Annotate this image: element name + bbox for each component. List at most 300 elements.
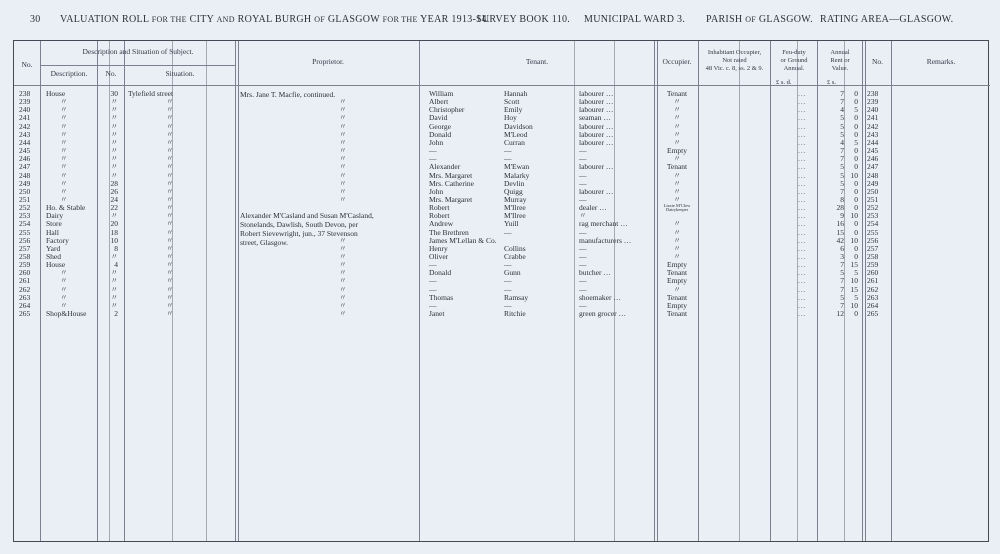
row-situation: 〃 xyxy=(166,268,174,278)
row-annual-shillings: 0 xyxy=(854,186,858,196)
row-tenant-occupation: — xyxy=(579,300,587,310)
row-number: 245 xyxy=(19,146,31,156)
row-tenant-surname: Ritchie xyxy=(504,309,526,319)
row-street-number: 〃 xyxy=(110,300,118,310)
row-description: Shop&House xyxy=(46,309,87,319)
row-occupier: Empty xyxy=(667,300,687,310)
row-number-right: 265 xyxy=(867,309,879,319)
row-feu-dots: ... xyxy=(798,227,807,237)
row-annual-shillings: 15 xyxy=(850,260,858,270)
row-tenant-first: John xyxy=(429,186,444,196)
row-feu-dots: ... xyxy=(798,121,807,131)
row-annual-pounds: 5 xyxy=(840,162,844,172)
row-annual-pounds: 42 xyxy=(836,235,844,245)
row-occupier: 〃 xyxy=(673,235,681,245)
row-occupier: 〃 xyxy=(673,243,681,253)
row-description: 〃 xyxy=(60,121,68,131)
row-annual-shillings: 0 xyxy=(854,178,858,188)
row-number: 241 xyxy=(19,113,31,123)
row-tenant-surname: — xyxy=(504,154,512,164)
row-number: 250 xyxy=(19,186,31,196)
row-description: 〃 xyxy=(60,137,68,147)
row-tenant-occupation: dealer … xyxy=(579,203,607,213)
row-tenant-surname: M'Ilree xyxy=(504,203,526,213)
row-situation: 〃 xyxy=(166,211,174,221)
row-tenant-occupation: — xyxy=(579,243,587,253)
row-annual-shillings: 10 xyxy=(850,235,858,245)
row-tenant-occupation: — xyxy=(579,178,587,188)
row-annual-pounds: 5 xyxy=(840,121,844,131)
row-situation: 〃 xyxy=(166,300,174,310)
row-annual-shillings: 0 xyxy=(854,219,858,229)
row-tenant-first: — xyxy=(429,260,437,270)
row-annual-pounds: 3 xyxy=(840,252,844,261)
row-annual-shillings: 0 xyxy=(854,146,858,156)
row-feu-dots: ... xyxy=(798,276,807,286)
row-tenant-first: — xyxy=(429,276,437,286)
row-situation: 〃 xyxy=(166,154,174,164)
row-number-right: 239 xyxy=(867,97,879,107)
row-tenant-surname: M'Leod xyxy=(504,129,528,139)
row-annual-shillings: 0 xyxy=(854,89,858,98)
row-occupier: 〃 xyxy=(673,186,681,196)
row-tenant-first: John xyxy=(429,137,444,147)
row-number: 242 xyxy=(19,121,31,131)
row-tenant-surname: — xyxy=(504,227,512,237)
row-street-number: 〃 xyxy=(110,154,118,164)
row-street-number: 〃 xyxy=(110,162,118,172)
row-number: 252 xyxy=(19,203,31,213)
row-number: 264 xyxy=(19,300,31,310)
row-feu-dots: ... xyxy=(798,162,807,172)
row-number: 255 xyxy=(19,227,31,237)
row-description: 〃 xyxy=(60,300,68,310)
row-annual-pounds: 7 xyxy=(840,97,844,107)
row-tenant-occupation: rag merchant … xyxy=(579,219,628,229)
row-proprietor-ditto: 〃 xyxy=(339,300,347,310)
parish: PARISH OF GLASGOW. xyxy=(706,14,813,25)
row-number-right: 242 xyxy=(867,121,879,131)
row-street-number: 26 xyxy=(110,186,118,196)
row-number-right: 241 xyxy=(867,113,879,123)
row-annual-pounds: 8 xyxy=(840,194,844,204)
row-annual-pounds: 12 xyxy=(836,309,844,319)
row-street-number: 4 xyxy=(114,260,118,270)
row-situation: 〃 xyxy=(166,186,174,196)
row-number-right: 255 xyxy=(867,227,879,237)
row-number-right: 256 xyxy=(867,235,879,245)
row-street-number: 〃 xyxy=(110,146,118,156)
row-proprietor-ditto: 〃 xyxy=(339,260,347,270)
row-street-number: 〃 xyxy=(110,284,118,294)
row-description: Ho. & Stable xyxy=(46,203,86,213)
row-number-right: 248 xyxy=(867,170,879,180)
row-number-right: 249 xyxy=(867,178,879,188)
row-occupier: Empty xyxy=(667,276,687,286)
row-street-number: 〃 xyxy=(110,268,118,278)
row-annual-shillings: 0 xyxy=(854,203,858,213)
row-tenant-first: William xyxy=(429,89,454,98)
row-feu-dots: ... xyxy=(798,268,807,278)
row-number-right: 257 xyxy=(867,243,879,253)
row-tenant-first: Donald xyxy=(429,268,452,278)
row-street-number: 10 xyxy=(110,235,118,245)
row-proprietor-ditto: 〃 xyxy=(339,105,347,115)
col-inhabitant: Inhabitant Occupier, Not rated 48 Vic. c. 8, ss. 2 & 9. xyxy=(705,49,764,72)
row-tenant-surname: Curran xyxy=(504,137,525,147)
row-situation: 〃 xyxy=(166,292,174,302)
row-tenant-occupation: — xyxy=(579,260,587,270)
row-tenant-first: — xyxy=(429,146,437,156)
row-number: 243 xyxy=(19,129,31,139)
row-annual-pounds: 7 xyxy=(840,89,844,98)
row-feu-dots: ... xyxy=(798,113,807,123)
row-street-number: 〃 xyxy=(110,211,118,221)
row-tenant-first: Janet xyxy=(429,309,445,319)
row-feu-dots: ... xyxy=(798,154,807,164)
row-annual-pounds: 7 xyxy=(840,146,844,156)
row-description: Dairy xyxy=(46,211,64,221)
row-feu-dots: ... xyxy=(798,129,807,139)
row-street-number: 〃 xyxy=(110,137,118,147)
row-number: 265 xyxy=(19,309,31,319)
row-feu-dots: ... xyxy=(798,137,807,147)
row-tenant-first: — xyxy=(429,284,437,294)
col-proprietor: Proprietor. xyxy=(312,57,344,66)
row-tenant-first: Alexander xyxy=(429,162,461,172)
row-number: 253 xyxy=(19,211,31,221)
row-street-number: 〃 xyxy=(110,170,118,180)
row-number: 246 xyxy=(19,154,31,164)
row-tenant-surname: — xyxy=(504,276,512,286)
row-tenant-first: Albert xyxy=(429,97,449,107)
row-street-number: 〃 xyxy=(110,97,118,107)
row-annual-shillings: 5 xyxy=(854,268,858,278)
page-header xyxy=(30,14,990,28)
row-description: Store xyxy=(46,219,62,229)
row-situation: 〃 xyxy=(166,227,174,237)
row-situation: 〃 xyxy=(166,129,174,139)
row-description: 〃 xyxy=(60,268,68,278)
row-annual-shillings: 15 xyxy=(850,284,858,294)
row-annual-pounds: 7 xyxy=(840,186,844,196)
row-annual-pounds: 7 xyxy=(840,276,844,286)
row-tenant-occupation: labourer … xyxy=(579,97,614,107)
col-desc-group: Description and Situation of Subject. xyxy=(82,47,194,56)
row-tenant-occupation: manufacturers … xyxy=(579,235,632,245)
row-number-right: 264 xyxy=(867,300,879,310)
row-number: 239 xyxy=(19,97,31,107)
row-feu-dots: ... xyxy=(798,203,807,213)
row-situation: 〃 xyxy=(166,219,174,229)
row-annual-shillings: 0 xyxy=(854,194,858,204)
col-situation: Situation. xyxy=(165,69,195,78)
row-occupier: 〃 xyxy=(673,105,681,115)
row-annual-pounds: 4 xyxy=(840,137,844,147)
row-street-number: 30 xyxy=(110,89,118,98)
row-annual-shillings: 0 xyxy=(854,309,858,319)
row-occupier: Tenant xyxy=(666,89,688,98)
row-situation: 〃 xyxy=(166,137,174,147)
row-number: 257 xyxy=(19,243,31,253)
row-description: Shed xyxy=(46,252,61,261)
proprietor-continued: Mrs. Jane T. Macfie, continued. xyxy=(240,90,336,99)
row-tenant-first: Robert xyxy=(429,203,450,213)
row-feu-dots: ... xyxy=(798,260,807,270)
row-tenant-first: Donald xyxy=(429,129,452,139)
row-tenant-first: Mrs. Catherine xyxy=(429,178,474,188)
row-description: Factory xyxy=(46,235,69,245)
row-tenant-surname: Scott xyxy=(504,97,520,107)
row-description: 〃 xyxy=(60,194,68,204)
row-proprietor-ditto: 〃 xyxy=(339,284,347,294)
row-tenant-occupation: — xyxy=(579,276,587,286)
col-no3: No. xyxy=(871,57,884,66)
row-tenant-first: Mrs. Margaret xyxy=(429,194,473,204)
row-feu-dots: ... xyxy=(798,89,807,98)
row-number: 244 xyxy=(19,137,31,147)
row-proprietor-ditto: 〃 xyxy=(339,252,347,261)
proprietor-main: Alexander M'Casland and Susan M'Casland, Stonelands, Dawlish, South Devon, per Robert Sievewright, jun., 37 Stevenson street, Glasgow. xyxy=(240,211,374,247)
row-description: 〃 xyxy=(60,113,68,123)
row-description: 〃 xyxy=(60,154,68,164)
row-situation: 〃 xyxy=(166,97,174,107)
row-number-right: 258 xyxy=(867,252,879,261)
row-number-right: 250 xyxy=(867,186,879,196)
row-situation: 〃 xyxy=(166,121,174,131)
row-situation: 〃 xyxy=(166,252,174,261)
row-number-right: 263 xyxy=(867,292,879,302)
row-street-number: 〃 xyxy=(110,105,118,115)
row-number-right: 260 xyxy=(867,268,879,278)
col-annual-value: Annual Rent or Value. xyxy=(830,49,850,72)
row-street-number: 2 xyxy=(114,309,118,319)
row-number: 240 xyxy=(19,105,31,115)
row-street-number: 〃 xyxy=(110,113,118,123)
row-feu-dots: ... xyxy=(798,284,807,294)
row-feu-dots: ... xyxy=(798,219,807,229)
row-tenant-surname: — xyxy=(504,284,512,294)
row-description: 〃 xyxy=(60,162,68,172)
row-annual-pounds: 16 xyxy=(836,219,844,229)
row-tenant-surname: M'Ilree xyxy=(504,211,526,221)
row-occupier: Empty xyxy=(667,260,687,270)
col-occupier: Occupier. xyxy=(662,57,692,66)
row-tenant-surname: M'Ewan xyxy=(504,162,530,172)
row-proprietor-ditto: 〃 xyxy=(339,146,347,156)
annual-units: £ s. xyxy=(827,79,837,86)
row-tenant-first: Christopher xyxy=(429,105,465,115)
row-proprietor-ditto: 〃 xyxy=(339,137,347,147)
row-annual-shillings: 0 xyxy=(854,227,858,237)
row-feu-dots: ... xyxy=(798,146,807,156)
row-occupier: 〃 xyxy=(673,129,681,139)
row-occupier: 〃 xyxy=(673,154,681,164)
row-number-right: 245 xyxy=(867,146,879,156)
row-situation: 〃 xyxy=(166,146,174,156)
row-description: Hall xyxy=(46,227,59,237)
row-description: 〃 xyxy=(60,105,68,115)
col-description: Description. xyxy=(50,69,88,78)
row-tenant-surname: Collins xyxy=(504,243,526,253)
row-situation: 〃 xyxy=(166,203,174,213)
row-tenant-first: — xyxy=(429,300,437,310)
row-tenant-occupation: — xyxy=(579,170,587,180)
row-feu-dots: ... xyxy=(798,243,807,253)
col-no2: No. xyxy=(105,69,117,78)
row-proprietor-ditto: 〃 xyxy=(339,178,347,188)
row-annual-pounds: 7 xyxy=(840,284,844,294)
row-tenant-surname: Gunn xyxy=(504,268,521,278)
row-annual-shillings: 0 xyxy=(854,162,858,172)
row-annual-pounds: 5 xyxy=(840,170,844,180)
row-occupier: Empty xyxy=(667,146,687,156)
col-tenant: Tenant. xyxy=(525,57,549,66)
row-tenant-first: David xyxy=(429,113,448,123)
row-feu-dots: ... xyxy=(798,178,807,188)
row-tenant-surname: Davidson xyxy=(504,121,533,131)
row-annual-pounds: 5 xyxy=(840,292,844,302)
row-tenant-occupation: — xyxy=(579,284,587,294)
row-tenant-surname: Hannah xyxy=(504,89,528,98)
row-annual-shillings: 10 xyxy=(850,211,858,221)
row-street-number: 18 xyxy=(110,227,118,237)
row-tenant-first: The Brethren xyxy=(429,227,469,237)
row-proprietor-ditto: 〃 xyxy=(339,194,347,204)
row-number-right: 252 xyxy=(867,203,879,213)
row-number-right: 246 xyxy=(867,154,879,164)
row-number: 247 xyxy=(19,162,31,172)
row-number: 256 xyxy=(19,235,31,245)
row-tenant-surname: Hoy xyxy=(504,113,517,123)
col-feu-duty: Feu-duty or Ground Annual. xyxy=(780,49,808,72)
roll-title: VALUATION ROLL FOR THE CITY AND ROYAL BURGH OF GLASGOW FOR THE YEAR 1913-14. xyxy=(60,14,490,25)
row-description: 〃 xyxy=(60,276,68,286)
row-feu-dots: ... xyxy=(798,252,807,261)
row-street-number: 〃 xyxy=(110,292,118,302)
row-annual-shillings: 10 xyxy=(850,170,858,180)
survey-book: SURVEY BOOK 110. xyxy=(476,14,571,25)
row-tenant-first: Andrew xyxy=(429,219,454,229)
row-proprietor-ditto: 〃 xyxy=(339,162,347,172)
row-proprietor-ditto: 〃 xyxy=(339,121,347,131)
row-tenant-first: Oliver xyxy=(429,252,449,261)
row-street-number: 8 xyxy=(114,243,118,253)
row-annual-shillings: 0 xyxy=(854,113,858,123)
row-occupier: 〃 xyxy=(673,137,681,147)
row-number-right: 238 xyxy=(867,89,879,98)
row-tenant-occupation: labourer … xyxy=(579,186,614,196)
row-tenant-occupation: — xyxy=(579,154,587,164)
row-situation: 〃 xyxy=(166,178,174,188)
row-tenant-occupation: labourer … xyxy=(579,105,614,115)
row-street-number: 〃 xyxy=(110,276,118,286)
row-number-right: 254 xyxy=(867,219,879,229)
row-proprietor-ditto: 〃 xyxy=(339,154,347,164)
row-tenant-surname: — xyxy=(504,260,512,270)
row-feu-dots: ... xyxy=(798,170,807,180)
row-tenant-occupation: labourer … xyxy=(579,121,614,131)
row-occupier: Tenant xyxy=(666,268,688,278)
row-tenant-surname: Emily xyxy=(504,105,523,115)
row-annual-pounds: 5 xyxy=(840,178,844,188)
row-tenant-occupation: seaman … xyxy=(579,113,611,123)
row-feu-dots: ... xyxy=(798,194,807,204)
row-situation: 〃 xyxy=(166,276,174,286)
row-occupier: 〃 xyxy=(673,219,681,229)
row-description: House xyxy=(46,89,66,98)
row-street-number: 22 xyxy=(110,203,118,213)
row-tenant-surname: Quigg xyxy=(504,186,523,196)
row-tenant-occupation: — xyxy=(579,227,587,237)
row-feu-dots: ... xyxy=(798,309,807,319)
row-situation: 〃 xyxy=(166,105,174,115)
row-occupier: Lizzie M'Clew Dairykeeper xyxy=(663,203,691,213)
row-number-right: 251 xyxy=(867,194,879,204)
row-tenant-occupation: butcher … xyxy=(579,268,611,278)
row-situation: 〃 xyxy=(166,162,174,172)
row-proprietor-ditto: 〃 xyxy=(339,243,347,253)
row-annual-shillings: 10 xyxy=(850,276,858,286)
row-annual-shillings: 5 xyxy=(854,137,858,147)
row-tenant-surname: Crabbe xyxy=(504,252,526,261)
row-proprietor-ditto: 〃 xyxy=(339,129,347,139)
row-tenant-occupation: 〃 xyxy=(579,211,587,221)
row-number: 261 xyxy=(19,276,31,286)
row-annual-pounds: 5 xyxy=(840,113,844,123)
row-tenant-first: George xyxy=(429,121,451,131)
row-annual-pounds: 7 xyxy=(840,300,844,310)
row-annual-pounds: 9 xyxy=(840,211,844,221)
row-tenant-occupation: — xyxy=(579,194,587,204)
row-proprietor-ditto: 〃 xyxy=(339,170,347,180)
row-number-right: 262 xyxy=(867,284,879,294)
row-feu-dots: ... xyxy=(798,235,807,245)
row-number-right: 247 xyxy=(867,162,879,172)
row-feu-dots: ... xyxy=(798,97,807,107)
row-number-right: 244 xyxy=(867,137,879,147)
row-annual-shillings: 10 xyxy=(850,300,858,310)
row-occupier: Tenant xyxy=(666,162,688,172)
row-annual-shillings: 0 xyxy=(854,97,858,107)
row-situation: 〃 xyxy=(166,243,174,253)
col-no: No. xyxy=(21,60,33,69)
row-tenant-first: Thomas xyxy=(429,292,454,302)
row-tenant-first: James M'Lellan & Co. xyxy=(429,235,497,245)
row-proprietor-ditto: 〃 xyxy=(339,276,347,286)
row-number: 260 xyxy=(19,268,31,278)
row-description: 〃 xyxy=(60,170,68,180)
row-feu-dots: ... xyxy=(798,292,807,302)
row-occupier: 〃 xyxy=(673,178,681,188)
row-occupier: Tenant xyxy=(666,292,688,302)
row-number: 249 xyxy=(19,178,31,188)
row-situation: 〃 xyxy=(166,284,174,294)
row-annual-shillings: 0 xyxy=(854,252,858,261)
row-occupier: 〃 xyxy=(673,97,681,107)
row-situation: 〃 xyxy=(166,260,174,270)
row-annual-pounds: 7 xyxy=(840,154,844,164)
municipal-ward: MUNICIPAL WARD 3. xyxy=(584,14,686,25)
feu-units: £ s. d. xyxy=(776,79,792,86)
row-annual-pounds: 6 xyxy=(840,243,844,253)
row-tenant-occupation: labourer … xyxy=(579,162,614,172)
row-occupier: 〃 xyxy=(673,113,681,123)
row-description: 〃 xyxy=(60,292,68,302)
row-annual-pounds: 28 xyxy=(836,203,844,213)
row-tenant-occupation: green grocer … xyxy=(579,309,627,319)
row-number-right: 243 xyxy=(867,129,879,139)
